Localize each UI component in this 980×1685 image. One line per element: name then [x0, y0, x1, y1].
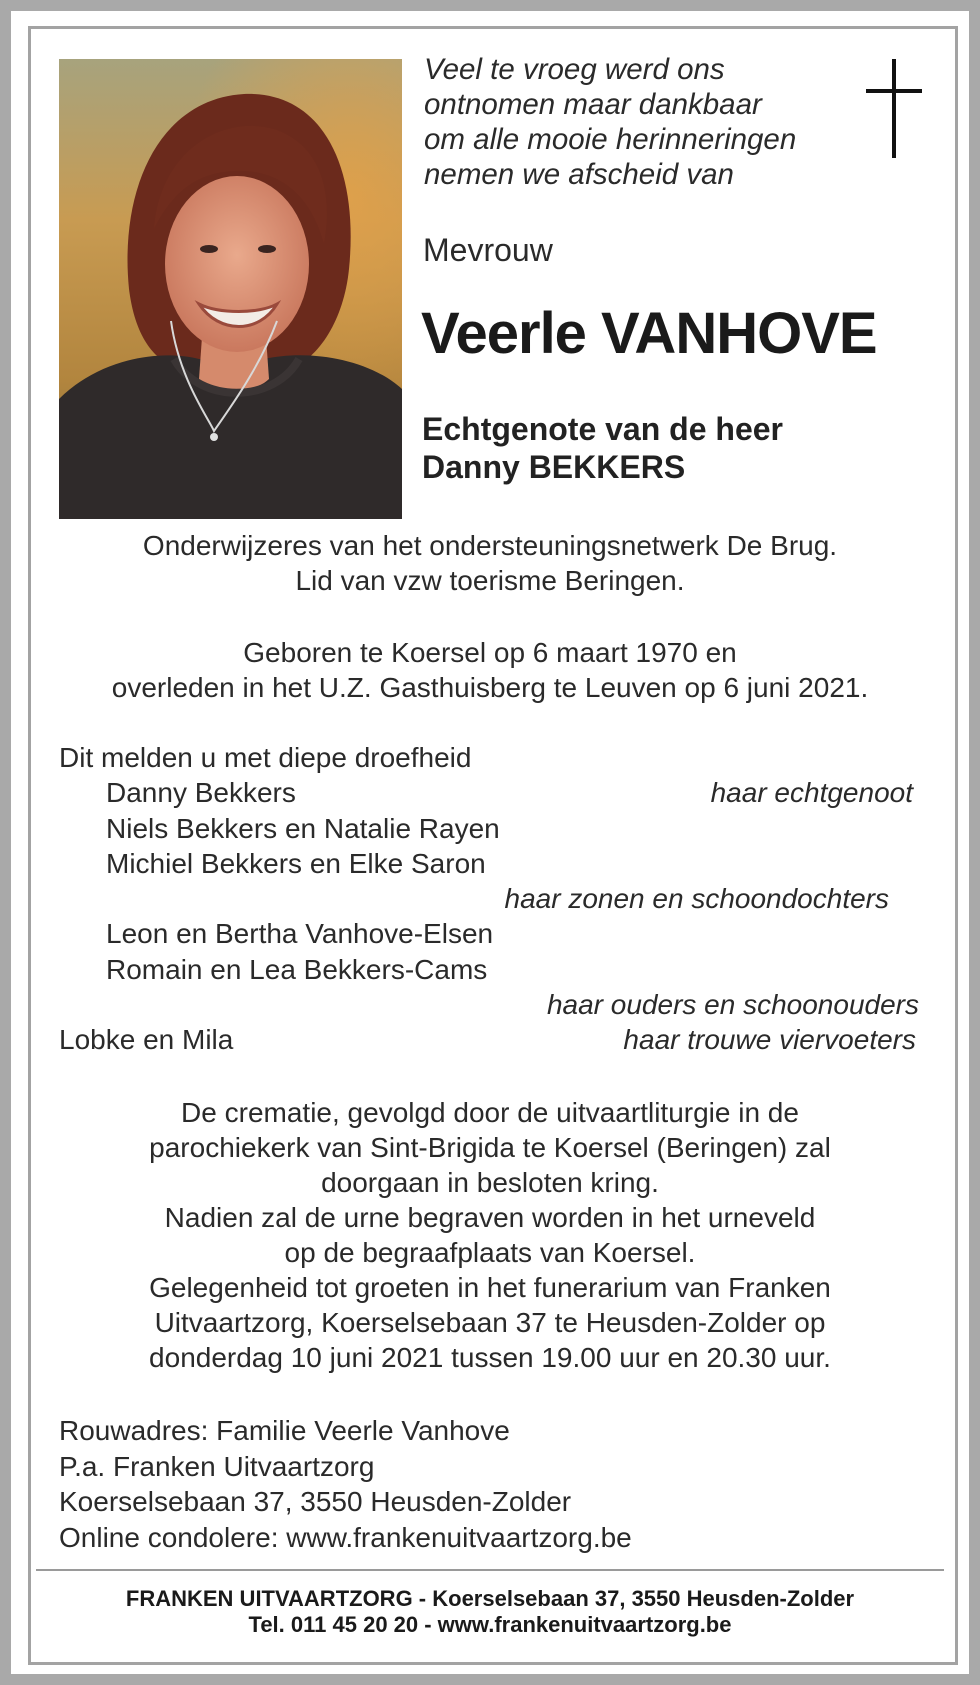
- address-line: P.a. Franken Uitvaartzorg: [59, 1450, 375, 1482]
- ceremony-line: op de begraafplaats van Koersel.: [284, 1237, 696, 1268]
- family-relation: haar zonen en schoondochters: [504, 883, 889, 915]
- ceremony-line: donderdag 10 juni 2021 tussen 19.00 uur en 20.30 uur.: [149, 1342, 831, 1373]
- salutation: Mevrouw: [423, 232, 553, 268]
- cross-icon: [866, 59, 922, 158]
- ceremony-text: [40, 1095, 940, 1375]
- footer-contact[interactable]: Tel. 011 45 20 20 - www.frankenuitvaartzorg.be: [248, 1612, 732, 1637]
- family-relation: haar ouders en schoonouders: [546, 989, 919, 1021]
- birth-line: Geboren te Koersel op 6 maart 1970 en: [243, 637, 737, 668]
- family-row: [59, 952, 919, 987]
- occupation-text: [40, 528, 940, 598]
- family-row: [59, 846, 919, 881]
- intro-line: nemen we afscheid van: [424, 158, 734, 191]
- family-row: [59, 1022, 919, 1057]
- intro-line: Veel te vroeg werd ons: [424, 53, 725, 86]
- ceremony-line: Uitvaartzorg, Koerselsebaan 37 te Heusden-Zolder op: [154, 1307, 826, 1338]
- family-row: [59, 881, 919, 916]
- family-relation: haar trouwe viervoeters: [623, 1024, 916, 1056]
- footer-divider: [36, 1569, 944, 1571]
- address-line: Rouwadres: Familie Veerle Vanhove: [59, 1415, 510, 1446]
- ceremony-line: parochiekerk van Sint-Brigida te Koersel (Beringen) zal: [149, 1132, 831, 1163]
- family-member: Romain en Lea Bekkers-Cams: [106, 953, 488, 985]
- family-relation: haar echtgenoot: [710, 777, 913, 809]
- ceremony-line: Gelegenheid tot groeten in het funerarium van Franken: [149, 1272, 831, 1303]
- footer-address: FRANKEN UITVAARTZORG - Koerselsebaan 37, 3550 Heusden-Zolder: [125, 1586, 855, 1611]
- portrait-photo: [59, 59, 402, 519]
- mourning-address: [59, 1413, 632, 1555]
- intro-text: [424, 52, 844, 192]
- family-row: [59, 987, 919, 1022]
- funeral-home-footer: [40, 1586, 940, 1638]
- ceremony-line: Nadien zal de urne begraven worden in het urneveld: [164, 1202, 816, 1233]
- ceremony-line: doorgaan in besloten kring.: [321, 1167, 659, 1198]
- occupation-line: Lid van vzw toerisme Beringen.: [295, 565, 685, 596]
- intro-line: om alle mooie herinneringen: [424, 123, 797, 156]
- family-member: Michiel Bekkers en Elke Saron: [106, 847, 486, 879]
- family-row: [59, 811, 919, 846]
- family-member: Lobke en Mila: [59, 1024, 234, 1056]
- spouse-line: Echtgenote van de heer: [422, 411, 783, 447]
- occupation-line: Onderwijzeres van het ondersteuningsnetwerk De Brug.: [142, 530, 838, 561]
- family-member: Leon en Bertha Vanhove-Elsen: [106, 918, 494, 950]
- birth-death-text: [40, 635, 940, 705]
- family-heading-row: [59, 740, 919, 775]
- family-row: [59, 775, 919, 810]
- spouse-info: [422, 410, 783, 486]
- family-row: [59, 916, 919, 951]
- ceremony-line: De crematie, gevolgd door de uitvaartliturgie in de: [181, 1097, 799, 1128]
- family-member: Danny Bekkers: [106, 777, 296, 809]
- family-member: Niels Bekkers en Natalie Rayen: [106, 812, 500, 844]
- family-list: [59, 740, 919, 1058]
- condolence-link[interactable]: Online condolere: www.frankenuitvaartzorg.be: [59, 1521, 632, 1553]
- death-line: overleden in het U.Z. Gasthuisberg te Leuven op 6 juni 2021.: [111, 672, 869, 703]
- spouse-name: Danny BEKKERS: [422, 449, 686, 485]
- family-heading: Dit melden u met diepe droefheid: [59, 742, 472, 773]
- address-line: Koerselsebaan 37, 3550 Heusden-Zolder: [59, 1486, 572, 1517]
- deceased-name: Veerle VANHOVE: [421, 301, 877, 366]
- intro-line: ontnomen maar dankbaar: [424, 88, 762, 121]
